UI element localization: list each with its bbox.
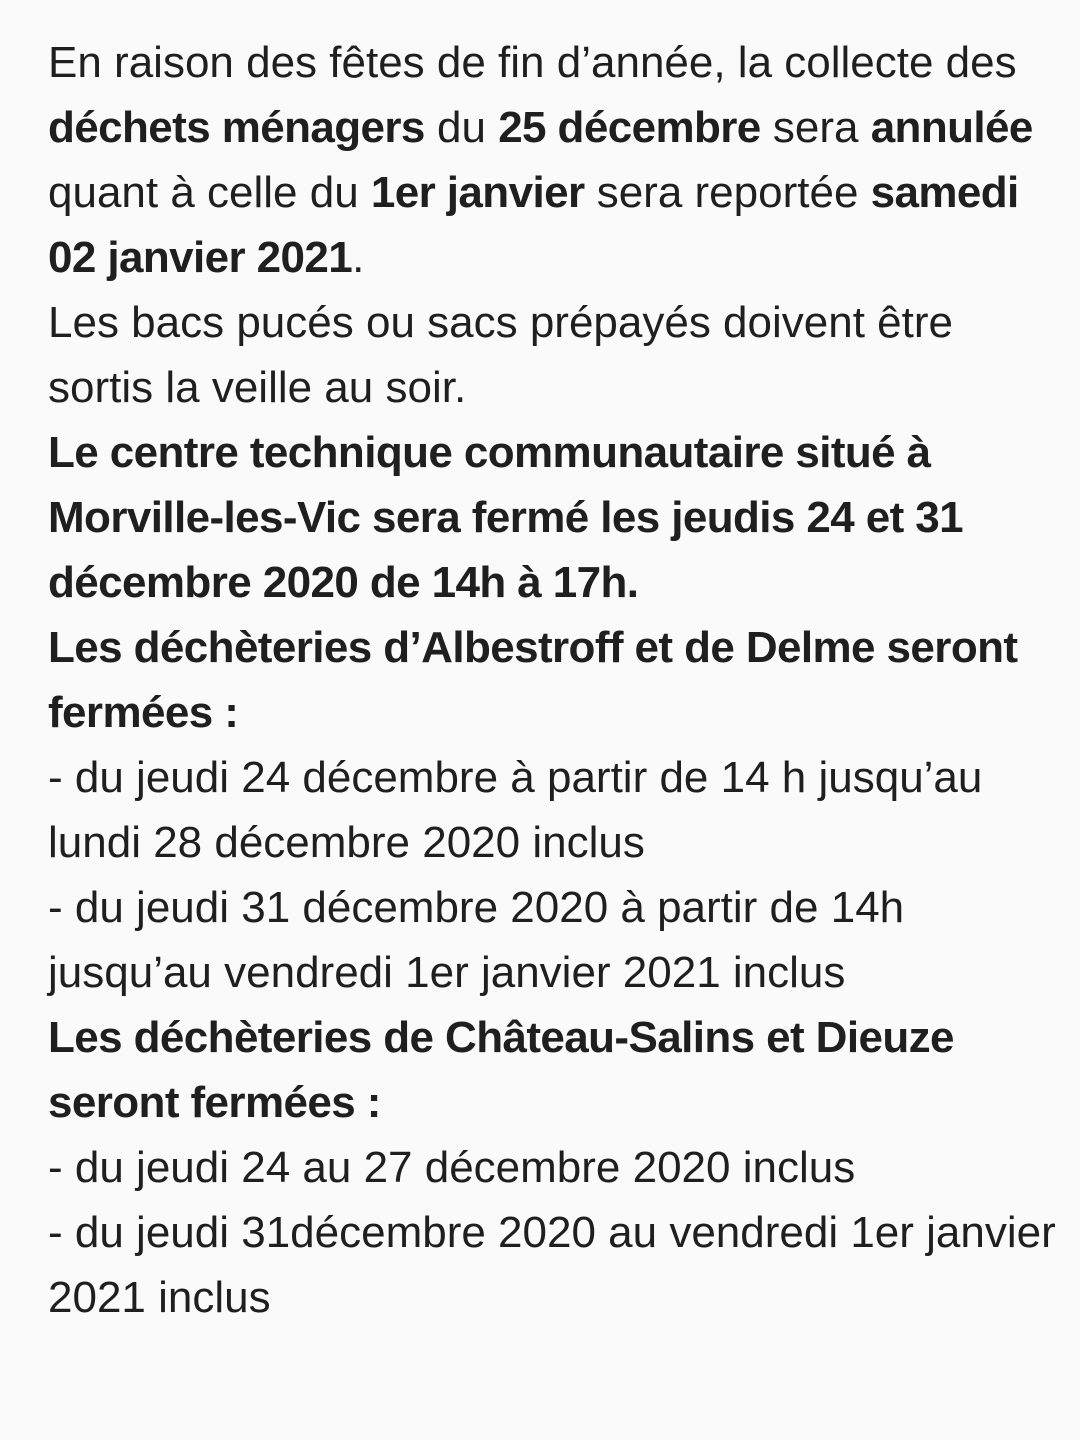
albestroff-delme-heading: Les déchèteries d’Albestroff et de Delme seront fermées : (48, 623, 1018, 737)
emphasis-cancelled: annulée (870, 103, 1033, 152)
chateau-salins-dieuze-heading: Les déchèteries de Château-Salins et Dieuze seront fermées : (48, 1013, 954, 1127)
list-item: - du jeudi 24 au 27 décembre 2020 inclus (48, 1143, 856, 1192)
intro-paragraph: En raison des fêtes de fin d’année, la collecte des déchets ménagers du 25 décembre sera annulée quant à celle du 1er janvier sera reportée samedi 02 janvier 2021. (48, 38, 1033, 282)
list-item: - du jeudi 31 décembre 2020 à partir de 14h jusqu’au vendredi 1er janvier 2021 inclus (48, 883, 905, 997)
emphasis-date-cancelled: 25 décembre (498, 103, 761, 152)
technical-center-paragraph: Le centre technique communautaire situé à Morville-les-Vic sera fermé les jeudis 24 et 31 décembre 2020 de 14h à 17h. (48, 428, 964, 607)
emphasis-new-date: samedi 02 janvier 2021 (48, 168, 1019, 282)
bins-note-paragraph: Les bacs pucés ou sacs prépayés doivent être sortis la veille au soir. (48, 298, 953, 412)
announcement-text (48, 30, 1058, 1330)
list-item: - du jeudi 24 décembre à partir de 14 h jusqu’au lundi 28 décembre 2020 inclus (48, 753, 983, 867)
list-item: - du jeudi 31décembre 2020 au vendredi 1er janvier 2021 inclus (48, 1208, 1056, 1322)
emphasis-waste-type: déchets ménagers (48, 103, 425, 152)
emphasis-date-postponed: 1er janvier (370, 168, 585, 217)
